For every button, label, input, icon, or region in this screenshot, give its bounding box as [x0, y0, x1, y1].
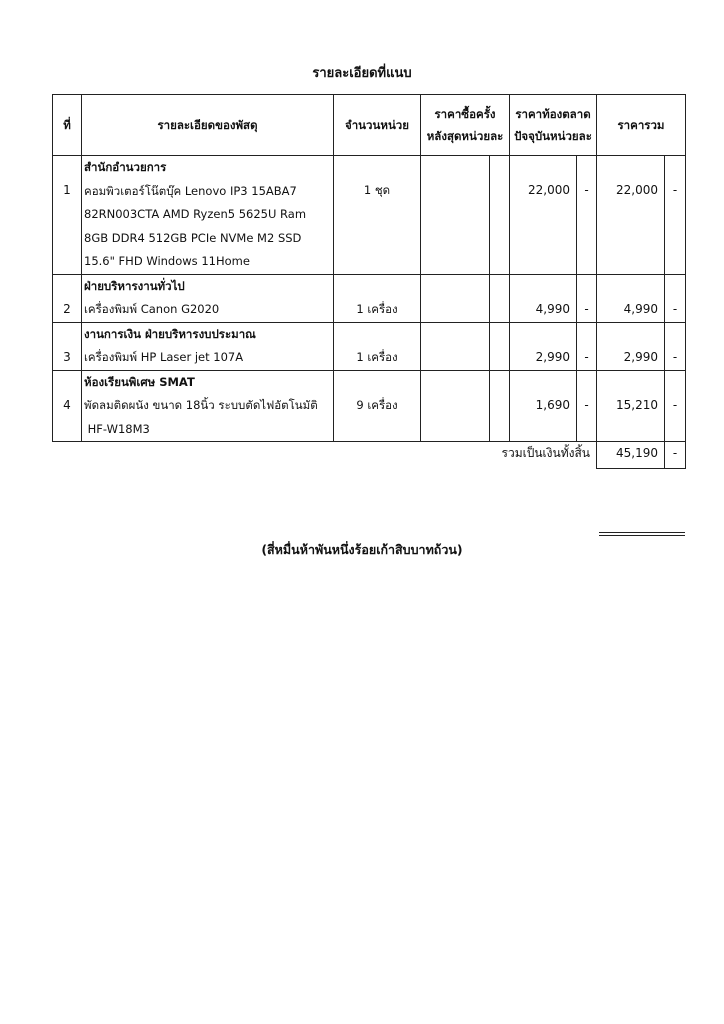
grand-total-value: 45,190 — [597, 442, 665, 469]
item-number-cell — [53, 156, 82, 275]
unit-price-cell — [510, 274, 577, 322]
unit-price-satang: - — [584, 349, 589, 364]
item-number: 1 — [63, 183, 71, 197]
last-price-cell — [421, 370, 490, 442]
unit-price: 2,990 — [535, 349, 570, 364]
unit-price-satang-cell — [577, 322, 597, 370]
page-title: รายละเอียดที่แนบ — [312, 66, 412, 81]
item-quantity-cell — [334, 274, 421, 322]
last-price-satang-cell — [490, 274, 510, 322]
department-name: สำนักอำนวยการ — [84, 160, 167, 174]
item-line: HF-W18M3 — [84, 421, 150, 436]
total-price-satang: - — [672, 183, 678, 197]
total-price-cell — [597, 156, 665, 275]
total-price: 4,990 — [623, 301, 658, 316]
item-quantity-cell — [334, 370, 421, 442]
header-last-price-line2: หลังสุดหน่วยละ — [426, 129, 504, 143]
total-price-satang-cell — [665, 156, 686, 275]
amount-in-words: (สี่หมื่นห้าพันหนึ่งร้อยเก้าสิบบาทถ้วน) — [261, 542, 463, 557]
unit-price-satang-cell — [577, 156, 597, 275]
total-price-cell — [597, 274, 665, 322]
item-number-cell — [53, 370, 82, 442]
items-table — [52, 94, 686, 469]
item-line: 82RN003CTA AMD Ryzen5 5625U Ram — [84, 207, 307, 221]
unit-price: 1,690 — [535, 397, 570, 412]
total-price: 22,000 — [616, 183, 658, 197]
header-market-price-line2: ปัจจุบันหน่วยละ — [514, 129, 592, 143]
unit-price-cell — [510, 322, 577, 370]
item-line: พัดลมติดผนัง ขนาด 18นิ้ว ระบบตัดไฟอัตโนมัติ — [84, 398, 318, 412]
header-last-price-line1: ราคาซื้อครั้ง — [434, 107, 496, 121]
unit-price-cell — [510, 156, 577, 275]
grand-total-satang: - — [665, 442, 686, 469]
total-price-satang-cell — [665, 322, 686, 370]
item-number-cell — [53, 322, 82, 370]
table-row — [53, 274, 686, 322]
item-line: 15.6" FHD Windows 11Home — [84, 254, 250, 268]
header-market-price — [510, 95, 597, 156]
unit-price-satang-cell — [577, 370, 597, 442]
header-no: ที่ — [53, 95, 82, 156]
item-quantity-cell — [334, 322, 421, 370]
header-market-price-line1: ราคาท้องตลาด — [515, 107, 591, 121]
unit-price-satang: - — [584, 397, 589, 412]
item-description-cell — [82, 156, 334, 275]
item-number-cell — [53, 274, 82, 322]
item-line: เครื่องพิมพ์ Canon G2020 — [84, 302, 220, 316]
item-quantity-cell — [334, 156, 421, 275]
last-price-satang-cell — [490, 370, 510, 442]
department-name: ห้องเรียนพิเศษ SMAT — [84, 374, 195, 389]
table-row — [53, 322, 686, 370]
total-price-satang: - — [672, 301, 678, 316]
last-price-satang-cell — [490, 156, 510, 275]
item-quantity: 1 เครื่อง — [356, 301, 398, 316]
last-price-cell — [421, 274, 490, 322]
item-description-cell — [82, 274, 334, 322]
unit-price-cell — [510, 370, 577, 442]
last-price-cell — [421, 156, 490, 275]
total-price-satang: - — [672, 349, 678, 364]
item-description-cell — [82, 322, 334, 370]
unit-price-satang: - — [584, 301, 589, 316]
header-total: ราคารวม — [597, 95, 686, 156]
header-description: รายละเอียดของพัสดุ — [82, 95, 334, 156]
total-row — [53, 442, 686, 469]
total-price-cell — [597, 322, 665, 370]
item-quantity: 1 เครื่อง — [356, 349, 398, 364]
unit-price-satang-cell — [577, 274, 597, 322]
unit-price-satang: - — [584, 183, 589, 197]
total-price: 15,210 — [616, 397, 658, 412]
item-line: คอมพิวเตอร์โน๊ตบุ๊ค Lenovo IP3 15ABA7 — [84, 183, 297, 198]
item-line: เครื่องพิมพ์ HP Laser jet 107A — [84, 350, 244, 364]
unit-price: 4,990 — [535, 301, 570, 316]
table-row — [53, 370, 686, 442]
department-name: ฝ่ายบริหารงานทั่วไป — [84, 278, 185, 293]
total-price-cell — [597, 370, 665, 442]
last-price-satang-cell — [490, 322, 510, 370]
total-double-underline — [599, 535, 685, 536]
last-price-cell — [421, 322, 490, 370]
table-row — [53, 156, 686, 275]
header-quantity: จำนวนหน่วย — [334, 95, 421, 156]
item-number: 2 — [63, 301, 71, 316]
total-price-satang-cell — [665, 370, 686, 442]
item-quantity: 9 เครื่อง — [356, 397, 398, 412]
total-price-satang-cell — [665, 274, 686, 322]
item-line: 8GB DDR4 512GB PCIe NVMe M2 SSD — [84, 230, 302, 245]
table-header-row — [53, 95, 686, 156]
item-number: 4 — [63, 397, 71, 412]
grand-total-label: รวมเป็นเงินทั้งสิ้น — [501, 446, 590, 460]
total-underline — [599, 532, 685, 533]
item-quantity: 1 ชุด — [363, 183, 391, 197]
item-number: 3 — [63, 349, 71, 364]
item-description-cell — [82, 370, 334, 442]
header-last-price — [421, 95, 510, 156]
total-price-satang: - — [672, 397, 678, 412]
total-price: 2,990 — [623, 349, 658, 364]
department-name: งานการเงิน ฝ่ายบริหารงบประมาณ — [84, 326, 256, 341]
unit-price: 22,000 — [528, 183, 570, 197]
